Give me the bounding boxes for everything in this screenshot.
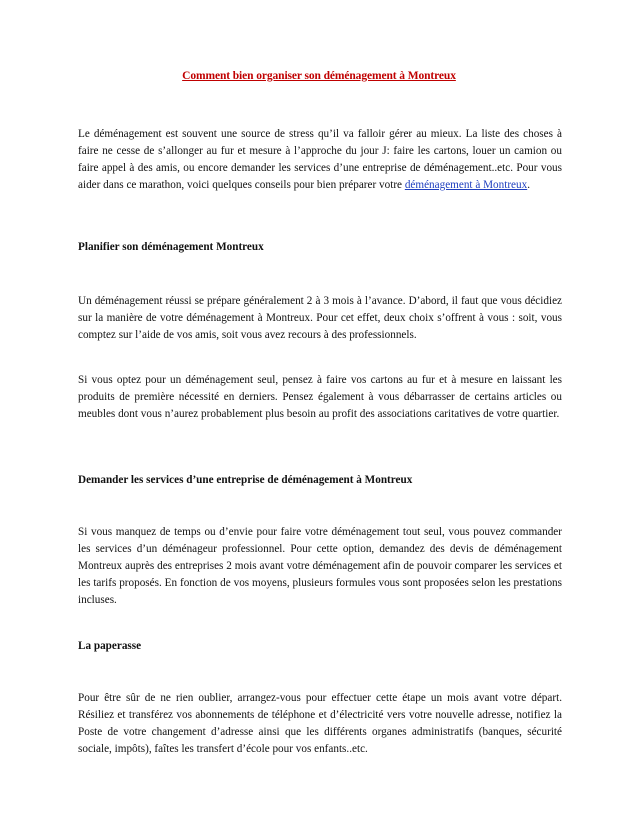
section2-paragraph-1: Si vous manquez de temps ou d’envie pour faire votre déménagement tout seul, vous pouvez commander les services d’un déménageur professionnel. Pour cette option, demandez des devis de déménagement Montreux auprès des entreprises 2 mois avant votre déménagement afin de pouvoir comparer les services et les tarifs proposés. En fonction de vos moyens, plusieurs formules vous sont proposées selon les prestations incluses. (78, 526, 562, 606)
document-title: Comment bien organiser son déménagement à Montreux (182, 70, 456, 82)
intro-text: Le déménagement est souvent une source de stress qu’il va falloir gérer au mieux. La liste des choses à faire ne cesse de s’allonger au fur et mesure à l’approche du jour J: faire les cartons, louer un camion ou faire appel à des amis, ou encore demander les services d’une entreprise de déménagement..etc. Pour vous aider dans ce marathon, voici quelques conseils pour bien préparer votre (78, 128, 562, 191)
demenagement-montreux-link[interactable]: déménagement à Montreux (404, 179, 528, 191)
section3-paragraph-1: Pour être sûr de ne rien oublier, arrangez-vous pour effectuer cette étape un mois avant votre départ. Résiliez et transférez vos abonnements de téléphone et d’électricité vers votre nouvelle adresse, notifiez la Poste de votre changement d’adresse ainsi que les différents organes administratifs (banques, sécurité sociale, impôts), faîtes les transfert d’école pour vos enfants..etc. (78, 692, 562, 755)
section1-paragraph-1: Un déménagement réussi se prépare généralement 2 à 3 mois à l’avance. D’abord, il faut que vous décidiez sur la manière de votre déménagement à Montreux. Pour cet effet, deux choix s’offrent à vous : soit, vous comptez sur l’aide de vos amis, soit vous avez recours à des professionnels. (78, 295, 562, 341)
section-heading-entreprise: Demander les services d’une entreprise de déménagement à Montreux (78, 474, 413, 486)
intro-end: . (527, 179, 531, 191)
section-heading-planifier: Planifier son déménagement Montreux (78, 241, 264, 253)
intro-paragraph (78, 126, 562, 194)
section-heading-paperasse: La paperasse (78, 640, 142, 652)
section1-paragraph-2: Si vous optez pour un déménagement seul, pensez à faire vos cartons au fur et à mesure en laissant les produits de première nécessité en derniers. Pensez également à vous débarrasser de certains articles ou meubles dont vous n’aurez probablement plus besoin au profit des associations caritatives de votre quartier. (78, 374, 562, 420)
